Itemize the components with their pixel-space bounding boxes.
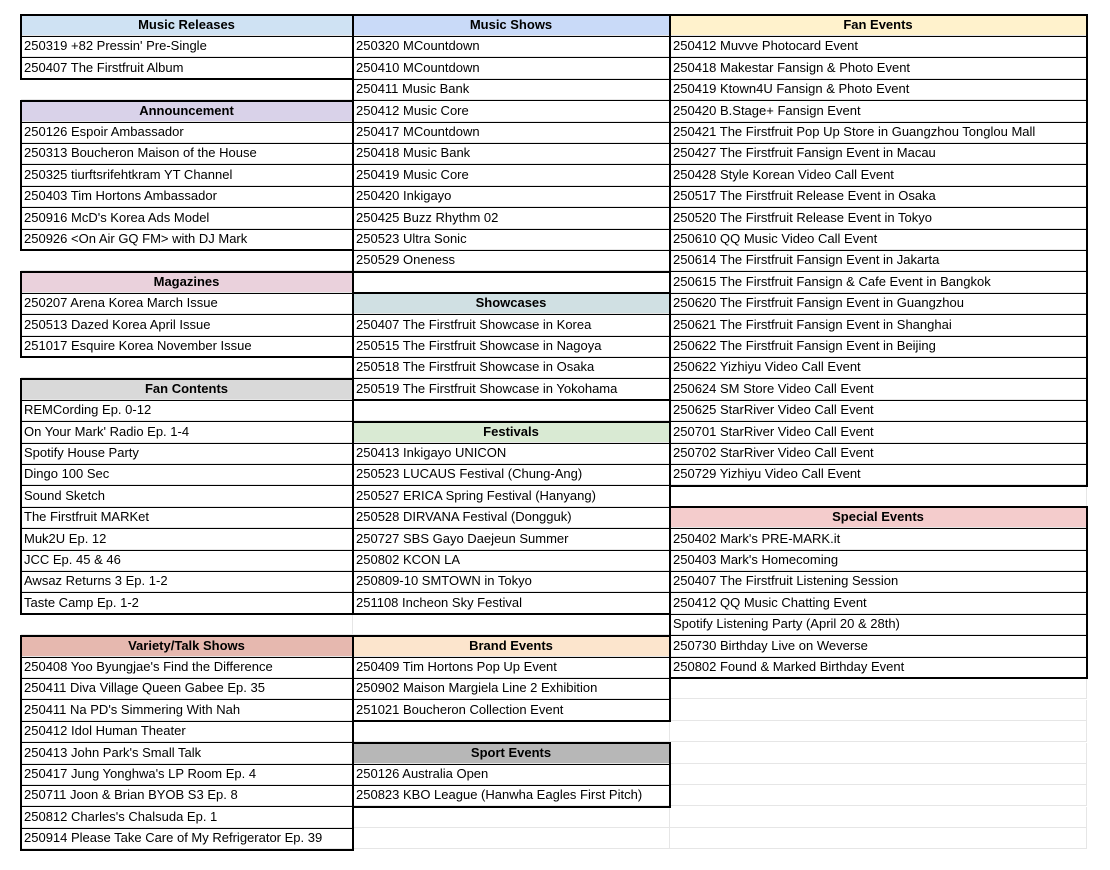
section-header-magazines[interactable]: Magazines [21,272,353,293]
section-item[interactable]: 250621 The Firstfruit Fansign Event in Shanghai [670,315,1087,336]
section-item[interactable]: 250407 The Firstfruit Listening Session [670,571,1087,592]
section-item[interactable]: 250515 The Firstfruit Showcase in Nagoya [353,336,670,357]
empty-cell[interactable] [670,785,1087,806]
section-item[interactable]: 250823 KBO League (Hanwha Eagles First Pitch) [353,785,670,806]
section-item[interactable]: 250319 +82 Pressin' Pre-Single [21,36,353,57]
section-header-festivals[interactable]: Festivals [353,422,670,443]
section-item[interactable]: 250711 Joon & Brian BYOB S3 Ep. 8 [21,785,353,806]
section-item[interactable]: 250625 StarRiver Video Call Event [670,400,1087,421]
empty-cell[interactable] [670,807,1087,828]
empty-cell[interactable] [21,250,353,271]
section-item[interactable]: 250409 Tim Hortons Pop Up Event [353,657,670,678]
empty-cell[interactable] [353,807,670,828]
section-item[interactable]: 250407 The Firstfruit Album [21,58,353,79]
section-header-fan-contents[interactable]: Fan Contents [21,379,353,400]
section-item[interactable]: 250802 Found & Marked Birthday Event [670,657,1087,678]
section-item[interactable]: 250411 Music Bank [353,79,670,100]
section-item[interactable]: 250513 Dazed Korea April Issue [21,315,353,336]
section-item[interactable]: 250403 Mark's Homecoming [670,550,1087,571]
section-item[interactable]: 250419 Ktown4U Fansign & Photo Event [670,79,1087,100]
section-item[interactable]: 250413 John Park's Small Talk [21,743,353,764]
section-item[interactable]: Spotify Listening Party (April 20 & 28th) [670,614,1087,635]
section-item[interactable]: 251108 Incheon Sky Festival [353,593,670,614]
section-item[interactable]: 250413 Inkigayo UNICON [353,443,670,464]
section-item[interactable]: 250518 The Firstfruit Showcase in Osaka [353,357,670,378]
section-item[interactable]: 250412 Idol Human Theater [21,721,353,742]
section-item[interactable]: 250418 Makestar Fansign & Photo Event [670,58,1087,79]
section-item[interactable]: 250624 SM Store Video Call Event [670,379,1087,400]
section-item[interactable]: 250421 The Firstfruit Pop Up Store in Guangzhou Tonglou Mall [670,122,1087,143]
empty-cell[interactable] [21,357,353,378]
empty-cell[interactable] [670,743,1087,764]
section-item[interactable]: 250419 Music Core [353,165,670,186]
section-item[interactable]: 250529 Oneness [353,250,670,271]
section-item[interactable]: 250802 KCON LA [353,550,670,571]
section-item[interactable]: Dingo 100 Sec [21,464,353,485]
section-item[interactable]: REMCording Ep. 0-12 [21,400,353,421]
section-header-brand-events[interactable]: Brand Events [353,636,670,657]
section-item[interactable]: 250622 The Firstfruit Fansign Event in Beijing [670,336,1087,357]
section-item[interactable]: 250528 DIRVANA Festival (Dongguk) [353,507,670,528]
section-item[interactable]: 250417 Jung Yonghwa's LP Room Ep. 4 [21,764,353,785]
section-item[interactable]: 251017 Esquire Korea November Issue [21,336,353,357]
section-item[interactable]: The Firstfruit MARKet [21,507,353,528]
section-item[interactable]: 250325 tiurftsrifehtkram YT Channel [21,165,353,186]
section-item[interactable]: 250407 The Firstfruit Showcase in Korea [353,315,670,336]
section-item[interactable]: 250622 Yizhiyu Video Call Event [670,357,1087,378]
section-item[interactable]: 250126 Australia Open [353,764,670,785]
section-item[interactable]: 250412 Music Core [353,101,670,122]
section-header-music-shows[interactable]: Music Shows [353,15,670,36]
section-item[interactable]: 250420 B.Stage+ Fansign Event [670,101,1087,122]
section-item[interactable]: 250809-10 SMTOWN in Tokyo [353,571,670,592]
section-header-variety-talk-shows[interactable]: Variety/Talk Shows [21,636,353,657]
section-item[interactable]: 250523 Ultra Sonic [353,229,670,250]
empty-cell[interactable] [353,400,670,421]
section-item[interactable]: 250420 Inkigayo [353,186,670,207]
section-item[interactable]: 250523 LUCAUS Festival (Chung-Ang) [353,464,670,485]
empty-cell[interactable] [353,721,670,742]
section-item[interactable]: 250702 StarRiver Video Call Event [670,443,1087,464]
section-item[interactable]: 250313 Boucheron Maison of the House [21,143,353,164]
section-item[interactable]: Spotify House Party [21,443,353,464]
empty-cell[interactable] [670,764,1087,785]
empty-cell[interactable] [670,700,1087,721]
section-item[interactable]: 250410 MCountdown [353,58,670,79]
section-item[interactable]: 250418 Music Bank [353,143,670,164]
section-item[interactable]: Sound Sketch [21,486,353,507]
section-item[interactable]: 250517 The Firstfruit Release Event in Osaka [670,186,1087,207]
section-item[interactable]: 250730 Birthday Live on Weverse [670,636,1087,657]
empty-cell[interactable] [670,828,1087,849]
empty-cell[interactable] [353,272,670,293]
section-item[interactable]: 250402 Mark's PRE-MARK.it [670,529,1087,550]
section-item[interactable]: 250727 SBS Gayo Daejeun Summer [353,529,670,550]
empty-cell[interactable] [21,79,353,100]
section-item[interactable]: 250615 The Firstfruit Fansign & Cafe Event in Bangkok [670,272,1087,293]
section-header-sport-events[interactable]: Sport Events [353,743,670,764]
section-item[interactable]: Awsaz Returns 3 Ep. 1-2 [21,571,353,592]
section-header-fan-events[interactable]: Fan Events [670,15,1087,36]
section-item[interactable]: 250902 Maison Margiela Line 2 Exhibition [353,678,670,699]
section-item[interactable]: 250412 Muvve Photocard Event [670,36,1087,57]
section-item[interactable]: 250412 QQ Music Chatting Event [670,593,1087,614]
section-item[interactable]: Muk2U Ep. 12 [21,529,353,550]
section-item[interactable]: 250916 McD's Korea Ads Model [21,208,353,229]
section-header-special-events[interactable]: Special Events [670,507,1087,528]
empty-cell[interactable] [670,721,1087,742]
section-item[interactable]: 250408 Yoo Byungjae's Find the Difference [21,657,353,678]
section-item[interactable]: 250610 QQ Music Video Call Event [670,229,1087,250]
section-item[interactable]: 250427 The Firstfruit Fansign Event in Macau [670,143,1087,164]
empty-cell[interactable] [353,614,670,635]
section-item[interactable]: 250614 The Firstfruit Fansign Event in Jakarta [670,250,1087,271]
empty-cell[interactable] [670,678,1087,699]
section-header-showcases[interactable]: Showcases [353,293,670,314]
section-item[interactable]: JCC Ep. 45 & 46 [21,550,353,571]
section-item[interactable]: 250620 The Firstfruit Fansign Event in Guangzhou [670,293,1087,314]
section-item[interactable]: 250701 StarRiver Video Call Event [670,422,1087,443]
section-header-music-releases[interactable]: Music Releases [21,15,353,36]
section-item[interactable]: 250207 Arena Korea March Issue [21,293,353,314]
section-item[interactable]: 250411 Na PD's Simmering With Nah [21,700,353,721]
section-item[interactable]: 250320 MCountdown [353,36,670,57]
empty-cell[interactable] [670,486,1087,507]
section-item[interactable]: 250425 Buzz Rhythm 02 [353,208,670,229]
section-item[interactable]: 250527 ERICA Spring Festival (Hanyang) [353,486,670,507]
section-item[interactable]: 250926 <On Air GQ FM> with DJ Mark [21,229,353,250]
section-item[interactable]: 250520 The Firstfruit Release Event in Tokyo [670,208,1087,229]
section-item[interactable]: 250914 Please Take Care of My Refrigerator Ep. 39 [21,828,353,849]
section-item[interactable]: 250729 Yizhiyu Video Call Event [670,464,1087,485]
section-item[interactable]: 250403 Tim Hortons Ambassador [21,186,353,207]
section-item[interactable]: 250417 MCountdown [353,122,670,143]
section-item[interactable]: 250126 Espoir Ambassador [21,122,353,143]
section-item[interactable]: On Your Mark' Radio Ep. 1-4 [21,422,353,443]
section-item[interactable]: 251021 Boucheron Collection Event [353,700,670,721]
section-item[interactable]: 250519 The Firstfruit Showcase in Yokohama [353,379,670,400]
empty-cell[interactable] [353,828,670,849]
section-item[interactable]: 250428 Style Korean Video Call Event [670,165,1087,186]
section-item[interactable]: 250411 Diva Village Queen Gabee Ep. 35 [21,678,353,699]
section-item[interactable]: Taste Camp Ep. 1-2 [21,593,353,614]
empty-cell[interactable] [21,614,353,635]
section-item[interactable]: 250812 Charles's Chalsuda Ep. 1 [21,807,353,828]
section-header-announcement[interactable]: Announcement [21,101,353,122]
